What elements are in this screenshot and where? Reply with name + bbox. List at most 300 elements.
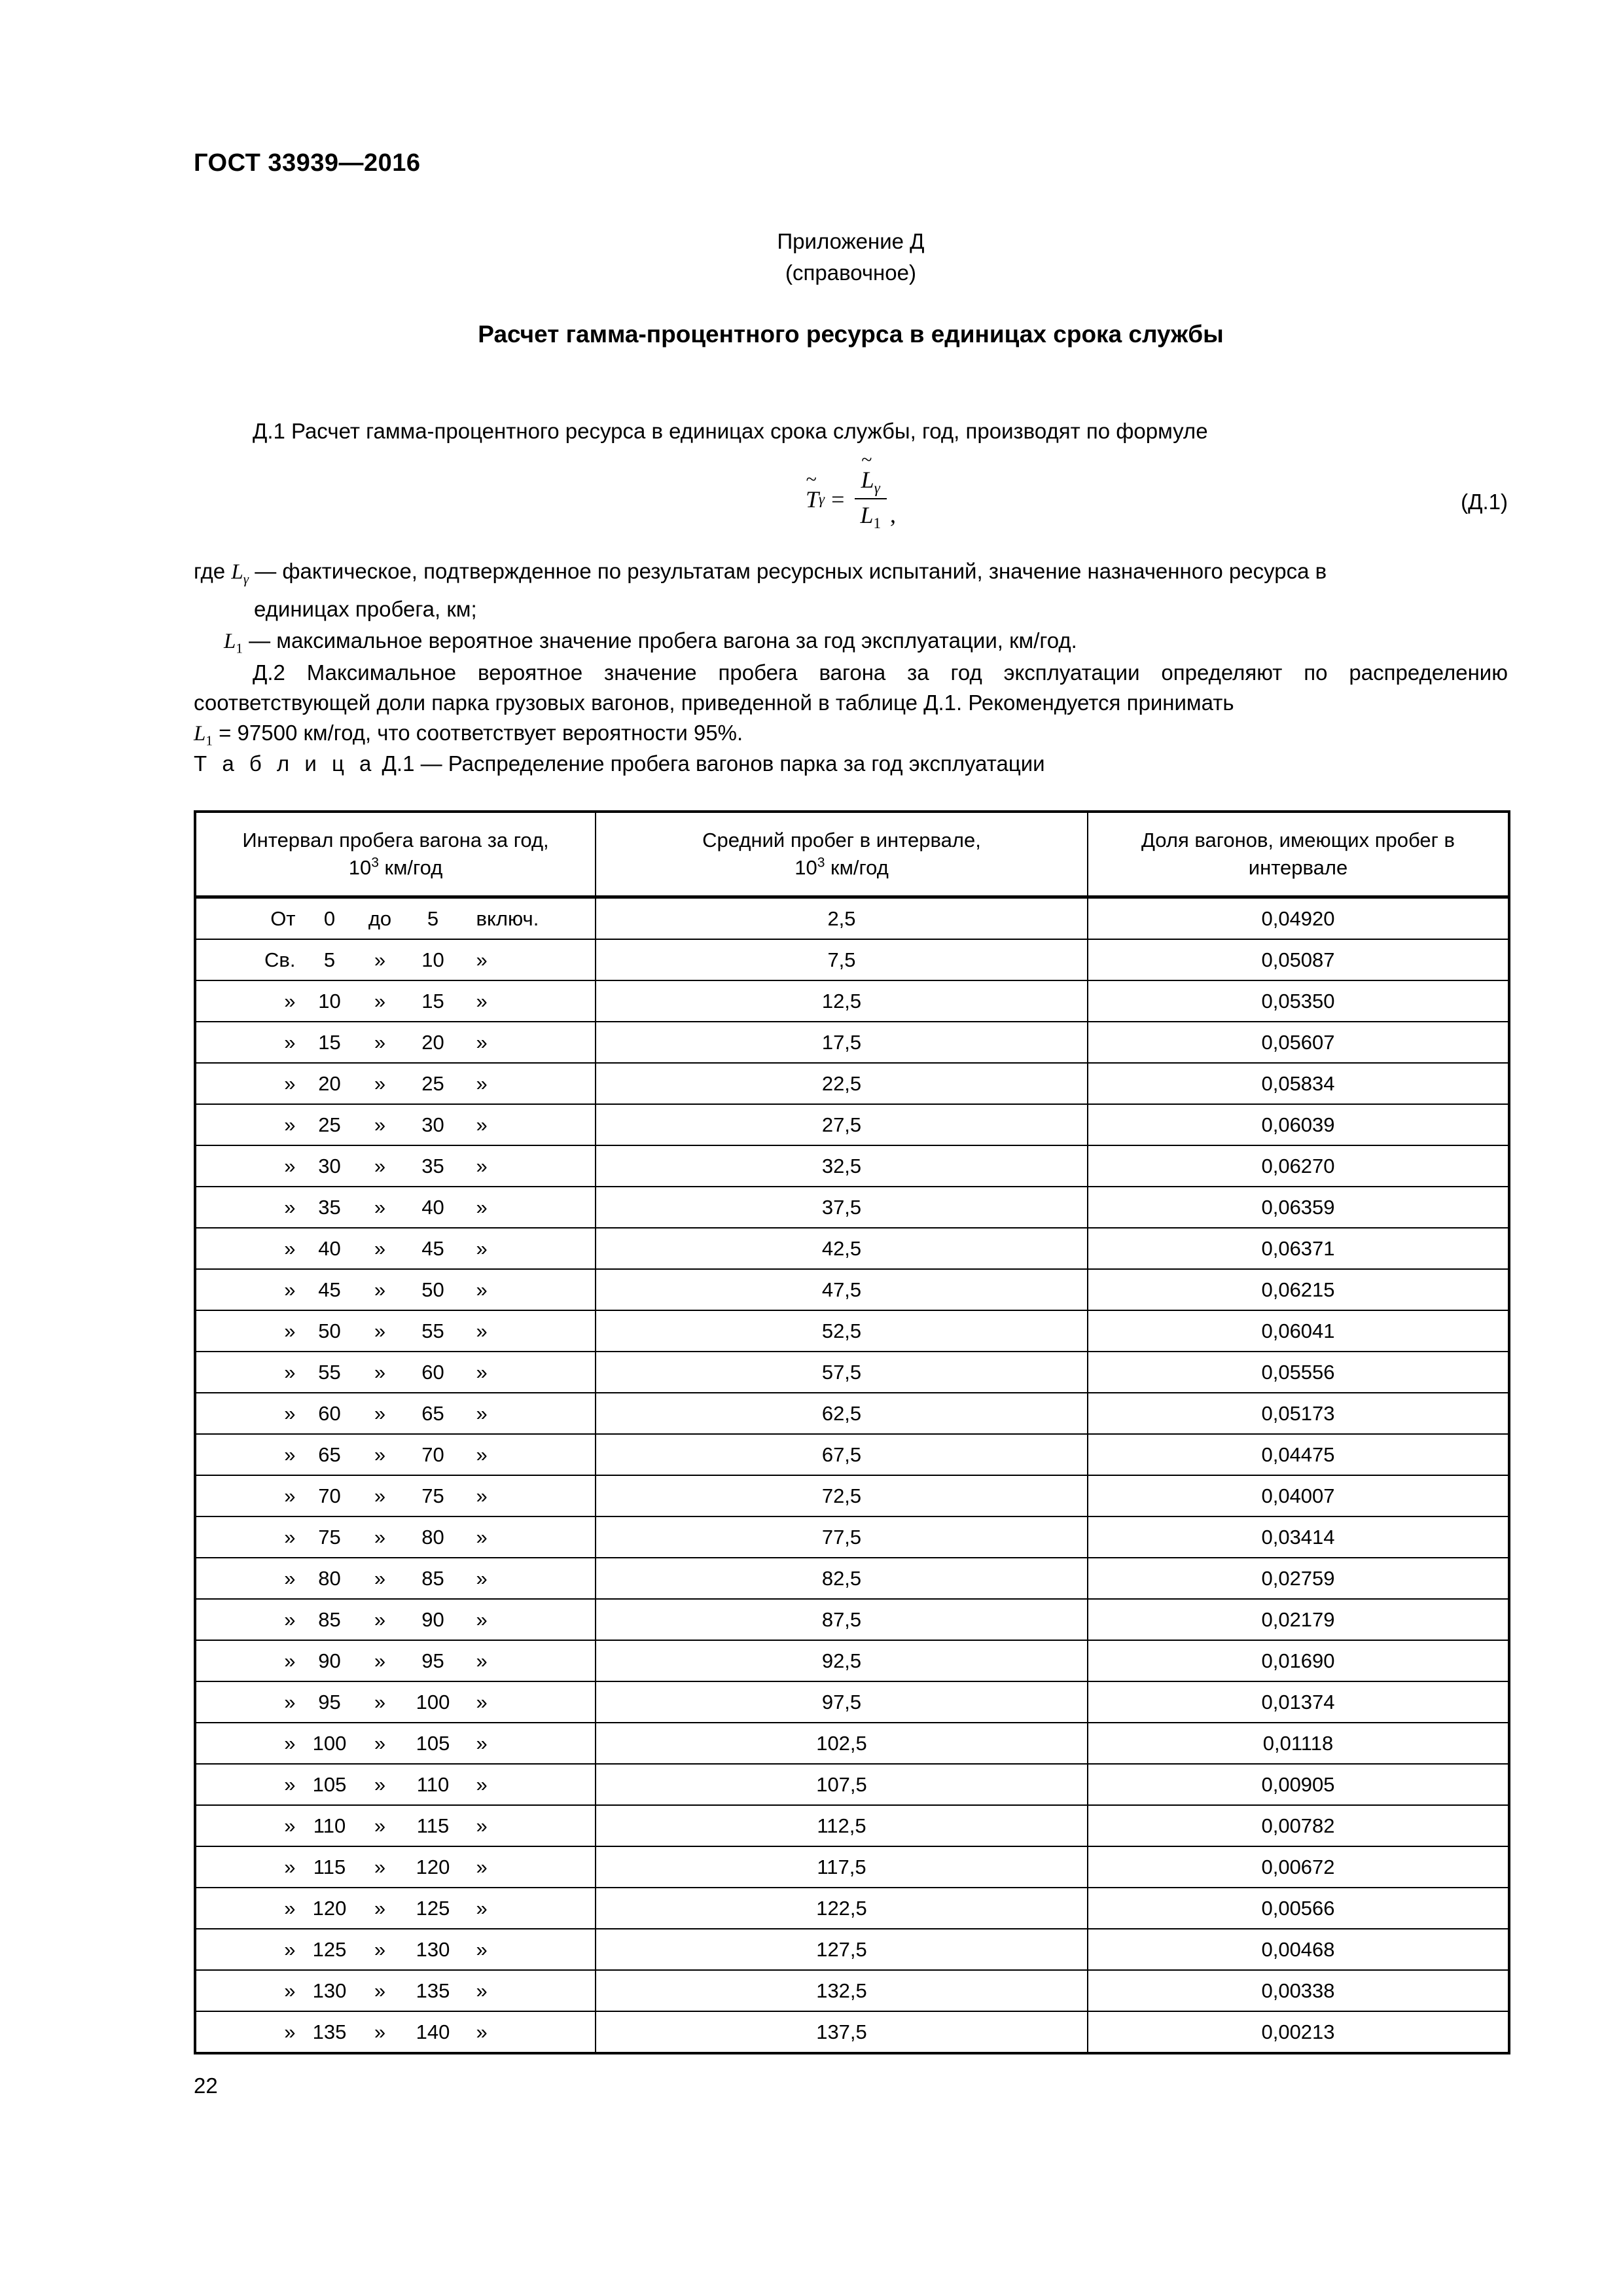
interval-part-4: » (476, 1772, 488, 1796)
interval-parts (196, 1196, 595, 1219)
interval-part-3: 90 (421, 1607, 444, 1631)
cell-share: 0,00338 (1088, 1970, 1509, 2011)
cell-mean: 132,5 (596, 1970, 1088, 2011)
table-row (195, 1558, 1509, 1599)
cell-mean: 117,5 (596, 1846, 1088, 1888)
column-header-share-line1: Доля вагонов, имеющих пробег в (1141, 829, 1455, 852)
appendix-label: Приложение Д (777, 229, 925, 253)
interval-part-1: 10 (318, 989, 341, 1013)
table-row (195, 980, 1509, 1022)
column-header-interval-line1: Интервал пробега вагона за год, (242, 829, 549, 852)
interval-part-0: » (284, 1731, 296, 1755)
interval-part-1: 15 (318, 1030, 341, 1054)
table-head (195, 812, 1509, 897)
cell-mean: 107,5 (596, 1764, 1088, 1805)
interval-part-2: » (374, 1937, 386, 1961)
cell-mean: 102,5 (596, 1723, 1088, 1764)
table-row (195, 1805, 1509, 1846)
interval-part-0: » (284, 1401, 296, 1425)
interval-part-3: 70 (421, 1443, 444, 1466)
interval-part-1: 20 (318, 1071, 341, 1095)
interval-part-4: » (476, 948, 488, 971)
interval-part-4: » (476, 1113, 488, 1136)
cell-mean: 22,5 (596, 1063, 1088, 1104)
interval-part-4: » (476, 1731, 488, 1755)
interval-part-2: » (374, 1814, 386, 1837)
cell-interval (195, 897, 596, 940)
hdr1-base: 10 (794, 856, 817, 879)
formula-lhs (806, 468, 819, 513)
cell-mean: 12,5 (596, 980, 1088, 1022)
interval-part-2: » (374, 1649, 386, 1672)
table-caption-prefix: Т а б л и ц а (194, 751, 376, 776)
interval-part-4: » (476, 989, 488, 1013)
interval-part-3: 60 (421, 1360, 444, 1384)
cell-interval (195, 1104, 596, 1145)
interval-parts (196, 990, 595, 1013)
cell-share: 0,01118 (1088, 1723, 1509, 1764)
cell-share: 0,05173 (1088, 1393, 1509, 1434)
cell-share: 0,01690 (1088, 1640, 1509, 1681)
interval-part-3: 110 (416, 1772, 450, 1796)
cell-interval (195, 1228, 596, 1269)
cell-mean: 67,5 (596, 1434, 1088, 1475)
interval-part-4: » (476, 1484, 488, 1507)
interval-part-0: » (284, 1607, 296, 1631)
formula-lhs-sub: γ (819, 490, 825, 508)
cell-mean: 57,5 (596, 1352, 1088, 1393)
table-row (195, 1063, 1509, 1104)
interval-parts (196, 1732, 595, 1755)
interval-part-0: От (270, 906, 296, 930)
where-item-1-sub: γ (243, 571, 249, 587)
interval-part-2: » (374, 1525, 386, 1549)
column-header-share (1088, 812, 1509, 897)
interval-part-3: 50 (421, 1278, 444, 1301)
interval-part-0: » (284, 2020, 296, 2043)
interval-part-0: » (284, 1690, 296, 1713)
where-item-1-continuation: единицах пробега, км; (254, 596, 477, 621)
table-row (195, 1846, 1509, 1888)
cell-mean: 72,5 (596, 1475, 1088, 1516)
interval-part-3: 25 (421, 1071, 444, 1095)
interval-part-1: 35 (318, 1195, 341, 1219)
table-row (195, 1352, 1509, 1393)
interval-part-3: 135 (416, 1979, 450, 2002)
interval-part-4: » (476, 1195, 488, 1219)
interval-part-4: » (476, 2020, 488, 2043)
interval-part-1: 60 (318, 1401, 341, 1425)
cell-interval (195, 1888, 596, 1929)
interval-part-1: 85 (318, 1607, 341, 1631)
interval-part-0: » (284, 1113, 296, 1136)
interval-part-2: » (374, 1154, 386, 1177)
where-block (194, 556, 1508, 663)
interval-part-2: » (374, 1195, 386, 1219)
interval-part-3: 10 (421, 948, 444, 971)
table-row (195, 1393, 1509, 1434)
cell-interval (195, 1640, 596, 1681)
interval-part-0: » (284, 1360, 296, 1384)
cell-mean: 112,5 (596, 1805, 1088, 1846)
interval-part-2: » (374, 1443, 386, 1466)
where-item-1-dash: — (255, 559, 277, 583)
interval-part-0: » (284, 1195, 296, 1219)
cell-interval (195, 1681, 596, 1723)
interval-part-2: » (374, 1731, 386, 1755)
where-item-2-text: максимальное вероятное значение пробега вагона за год эксплуатации, км/год. (276, 628, 1077, 653)
formula-denominator-symbol: L (860, 502, 874, 529)
interval-part-3: 75 (421, 1484, 444, 1507)
cell-interval (195, 1352, 596, 1393)
cell-interval (195, 1805, 596, 1846)
interval-part-0: » (284, 1649, 296, 1672)
interval-part-4: » (476, 1443, 488, 1466)
formula-number: (Д.1) (1461, 490, 1508, 514)
interval-part-2: » (374, 1607, 386, 1631)
table-caption (194, 751, 1045, 776)
interval-part-0: Св. (264, 948, 296, 971)
table-row (195, 1970, 1509, 2011)
interval-parts (196, 1484, 595, 1508)
table-caption-text: Распределение пробега вагонов парка за год эксплуатации (448, 751, 1045, 776)
cell-interval (195, 1723, 596, 1764)
interval-parts (196, 1031, 595, 1054)
interval-part-0: » (284, 1937, 296, 1961)
where-item-1-text: фактическое, подтвержденное по результатам ресурсных испытаний, значение назначенного ресурса в (282, 559, 1327, 583)
interval-part-4: » (476, 1030, 488, 1054)
cell-mean: 77,5 (596, 1516, 1088, 1558)
cell-mean: 92,5 (596, 1640, 1088, 1681)
cell-share: 0,00566 (1088, 1888, 1509, 1929)
table-row (195, 1723, 1509, 1764)
interval-parts (196, 1155, 595, 1178)
cell-mean: 27,5 (596, 1104, 1088, 1145)
interval-part-1: 55 (318, 1360, 341, 1384)
interval-part-1: 110 (313, 1814, 346, 1837)
cell-mean: 137,5 (596, 2011, 1088, 2053)
cell-share: 0,00782 (1088, 1805, 1509, 1846)
formula-d1-row (194, 449, 1508, 538)
interval-part-1: 0 (323, 906, 336, 930)
formula-d1 (194, 449, 1508, 532)
interval-part-4: » (476, 1236, 488, 1260)
page-number: 22 (194, 2073, 218, 2098)
table-row (195, 1929, 1509, 1970)
d2-symbol-sub: 1 (205, 732, 213, 749)
cell-mean: 7,5 (596, 939, 1088, 980)
interval-part-2: » (374, 1484, 386, 1507)
cell-share: 0,04920 (1088, 897, 1509, 940)
interval-part-4: » (476, 1319, 488, 1342)
interval-parts (196, 1402, 595, 1426)
cell-mean: 47,5 (596, 1269, 1088, 1310)
cell-mean: 52,5 (596, 1310, 1088, 1352)
hdr1-rest: км/год (825, 856, 889, 879)
interval-part-0: » (284, 1236, 296, 1260)
cell-interval (195, 1145, 596, 1187)
interval-part-2: » (374, 2020, 386, 2043)
column-header-mean-line1: Средний пробег в интервале, (702, 829, 981, 852)
interval-part-0: » (284, 1772, 296, 1796)
appendix-heading-block (194, 226, 1508, 289)
interval-part-4: » (476, 1401, 488, 1425)
interval-parts (196, 1443, 595, 1467)
interval-parts (196, 907, 595, 931)
table-row (195, 1764, 1509, 1805)
cell-share: 0,04007 (1088, 1475, 1509, 1516)
interval-part-1: 130 (312, 1979, 347, 2002)
cell-mean: 62,5 (596, 1393, 1088, 1434)
numerator-tilded (861, 449, 874, 493)
formula-trailing-comma: , (889, 501, 896, 528)
cell-share: 0,00213 (1088, 2011, 1509, 2053)
interval-part-0: » (284, 989, 296, 1013)
formula-numerator-symbol: L (861, 467, 874, 493)
cell-share: 0,02179 (1088, 1599, 1509, 1640)
table-row (195, 1228, 1509, 1269)
where-item-2-symbol: L (224, 629, 236, 653)
interval-part-4: » (476, 1154, 488, 1177)
interval-part-3: 120 (416, 1855, 450, 1878)
interval-part-0: » (284, 1525, 296, 1549)
interval-part-3: 5 (427, 906, 439, 930)
interval-part-3: 95 (421, 1649, 444, 1672)
interval-part-3: 45 (421, 1236, 444, 1260)
table-caption-number: Д.1 (382, 751, 415, 776)
interval-part-1: 50 (318, 1319, 341, 1342)
cell-share: 0,06371 (1088, 1228, 1509, 1269)
table-row (195, 1022, 1509, 1063)
interval-part-0: » (284, 1566, 296, 1590)
interval-part-3: 80 (421, 1525, 444, 1549)
interval-part-2: » (374, 948, 386, 971)
interval-part-4: » (476, 1278, 488, 1301)
cell-share: 0,05834 (1088, 1063, 1509, 1104)
interval-part-0: » (284, 1896, 296, 1920)
d2-tail-text: = 97500 км/год, что соответствует вероятности 95%. (219, 721, 743, 745)
cell-interval (195, 1393, 596, 1434)
running-header: ГОСТ 33939—2016 (194, 149, 421, 177)
interval-part-2: » (374, 1236, 386, 1260)
interval-parts (196, 1814, 595, 1838)
interval-part-0: » (284, 1484, 296, 1507)
interval-part-0: » (284, 1979, 296, 2002)
cell-share: 0,03414 (1088, 1516, 1509, 1558)
interval-part-2: » (374, 1278, 386, 1301)
cell-interval (195, 1310, 596, 1352)
interval-parts (196, 1979, 595, 2003)
cell-interval (195, 1764, 596, 1805)
interval-part-1: 120 (312, 1896, 347, 1920)
cell-share: 0,01374 (1088, 1681, 1509, 1723)
cell-share: 0,06039 (1088, 1104, 1509, 1145)
interval-part-0: » (284, 1278, 296, 1301)
tilde-accent-lhs: ~ (806, 468, 817, 490)
interval-part-2: » (374, 1772, 386, 1796)
interval-parts (196, 1938, 595, 1962)
interval-part-1: 115 (313, 1855, 346, 1878)
interval-part-1: 65 (318, 1443, 341, 1466)
interval-parts (196, 1361, 595, 1384)
table-row (195, 1310, 1509, 1352)
interval-parts (196, 2020, 595, 2044)
interval-part-4: » (476, 1690, 488, 1713)
interval-part-3: 55 (421, 1319, 444, 1342)
formula-numerator-sub: γ (874, 479, 880, 497)
cell-share: 0,05607 (1088, 1022, 1509, 1063)
clause-d2-paragraph: Д.2 Максимальное вероятное значение пробега вагона за год эксплуатации определяют по распределению соответствующей доли парка грузовых вагонов, приведенной в таблице Д.1. Рекомендуется принимать (194, 660, 1508, 715)
formula-fraction (853, 449, 887, 532)
interval-part-3: 40 (421, 1195, 444, 1219)
interval-parts (196, 1319, 595, 1343)
mileage-distribution-table (194, 810, 1510, 2054)
interval-part-0: » (284, 1071, 296, 1095)
where-item-1 (194, 556, 1508, 594)
formula-denominator-sub: 1 (873, 514, 881, 532)
interval-parts (196, 1856, 595, 1879)
table-row (195, 1640, 1509, 1681)
table-row (195, 1187, 1509, 1228)
cell-interval (195, 1434, 596, 1475)
appendix-title: Расчет гамма-процентного ресурса в единицах срока службы (478, 321, 1224, 348)
interval-part-3: 30 (421, 1113, 444, 1136)
interval-part-4: » (476, 1814, 488, 1837)
interval-part-1: 40 (318, 1236, 341, 1260)
cell-share: 0,04475 (1088, 1434, 1509, 1475)
interval-part-4: включ. (476, 906, 539, 930)
interval-part-0: » (284, 1319, 296, 1342)
interval-parts (196, 1608, 595, 1632)
interval-part-3: 115 (416, 1814, 450, 1837)
cell-interval (195, 1269, 596, 1310)
interval-part-1: 105 (312, 1772, 347, 1796)
interval-part-1: 75 (318, 1525, 341, 1549)
hdr0-rest: км/год (378, 856, 443, 879)
column-header-mean (596, 812, 1088, 897)
cell-interval (195, 1187, 596, 1228)
table-row (195, 2011, 1509, 2053)
cell-mean: 97,5 (596, 1681, 1088, 1723)
where-keyword: где (194, 559, 226, 583)
table-row (195, 1434, 1509, 1475)
interval-part-4: » (476, 1071, 488, 1095)
cell-share: 0,06041 (1088, 1310, 1509, 1352)
column-header-interval (195, 812, 596, 897)
cell-mean: 127,5 (596, 1929, 1088, 1970)
cell-share: 0,02759 (1088, 1558, 1509, 1599)
interval-part-2: » (374, 1401, 386, 1425)
table-row (195, 1104, 1509, 1145)
interval-part-1: 135 (312, 2020, 347, 2043)
interval-part-2: » (374, 1566, 386, 1590)
cell-mean: 87,5 (596, 1599, 1088, 1640)
cell-share: 0,05350 (1088, 980, 1509, 1022)
interval-part-4: » (476, 1649, 488, 1672)
cell-interval (195, 1516, 596, 1558)
cell-share: 0,05087 (1088, 939, 1509, 980)
interval-part-1: 45 (318, 1278, 341, 1301)
interval-part-3: 105 (416, 1731, 450, 1755)
hdr2-rest: интервале (1248, 856, 1348, 879)
interval-parts (196, 1278, 595, 1302)
cell-interval (195, 1558, 596, 1599)
hdr1-sup: 3 (817, 855, 825, 870)
table-row (195, 897, 1509, 940)
interval-part-1: 80 (318, 1566, 341, 1590)
interval-parts (196, 1897, 595, 1920)
interval-part-1: 25 (318, 1113, 341, 1136)
appendix-kind: (справочное) (785, 260, 916, 285)
where-item-1-symbol: L (231, 560, 243, 584)
interval-parts (196, 1237, 595, 1261)
formula-equals: = (831, 486, 845, 512)
column-header-share-line2 (1100, 854, 1496, 882)
table-row (195, 1599, 1509, 1640)
cell-interval (195, 1022, 596, 1063)
where-item-2-sub: 1 (236, 640, 243, 656)
interval-part-2: » (374, 1896, 386, 1920)
interval-part-4: » (476, 1360, 488, 1384)
cell-mean: 42,5 (596, 1228, 1088, 1269)
interval-parts (196, 1691, 595, 1714)
interval-part-4: » (476, 1896, 488, 1920)
table-row (195, 1475, 1509, 1516)
interval-part-3: 85 (421, 1566, 444, 1590)
cell-mean: 32,5 (596, 1145, 1088, 1187)
interval-part-4: » (476, 1937, 488, 1961)
interval-parts (196, 1773, 595, 1797)
interval-part-2: » (374, 1319, 386, 1342)
clause-d2-paragraph-tail (194, 718, 1508, 756)
interval-part-3: 140 (416, 2020, 450, 2043)
table-row (195, 1681, 1509, 1723)
formula-numerator (855, 449, 887, 499)
column-header-mean-line2 (608, 854, 1075, 882)
cell-share: 0,00672 (1088, 1846, 1509, 1888)
formula-lhs-symbol: T (806, 486, 819, 512)
interval-part-4: » (476, 1979, 488, 2002)
table-row (195, 1269, 1509, 1310)
interval-part-1: 125 (312, 1937, 347, 1961)
column-header-interval-line2 (208, 854, 583, 882)
interval-parts (196, 948, 595, 972)
interval-part-0: » (284, 1154, 296, 1177)
interval-part-3: 65 (421, 1401, 444, 1425)
cell-interval (195, 1063, 596, 1104)
interval-part-1: 100 (312, 1731, 347, 1755)
cell-interval (195, 1475, 596, 1516)
cell-share: 0,06215 (1088, 1269, 1509, 1310)
table-row (195, 1516, 1509, 1558)
cell-mean: 122,5 (596, 1888, 1088, 1929)
interval-part-1: 95 (318, 1690, 341, 1713)
cell-interval (195, 1970, 596, 2011)
interval-part-2: до (368, 906, 392, 930)
cell-mean: 2,5 (596, 897, 1088, 940)
interval-part-2: » (374, 1030, 386, 1054)
cell-interval (195, 1846, 596, 1888)
cell-mean: 37,5 (596, 1187, 1088, 1228)
hdr0-sup: 3 (371, 855, 379, 870)
table-header-row (195, 812, 1509, 897)
cell-share: 0,05556 (1088, 1352, 1509, 1393)
interval-part-4: » (476, 1525, 488, 1549)
interval-part-1: 5 (323, 948, 336, 971)
table-row (195, 1145, 1509, 1187)
cell-mean: 82,5 (596, 1558, 1088, 1599)
interval-parts (196, 1526, 595, 1549)
